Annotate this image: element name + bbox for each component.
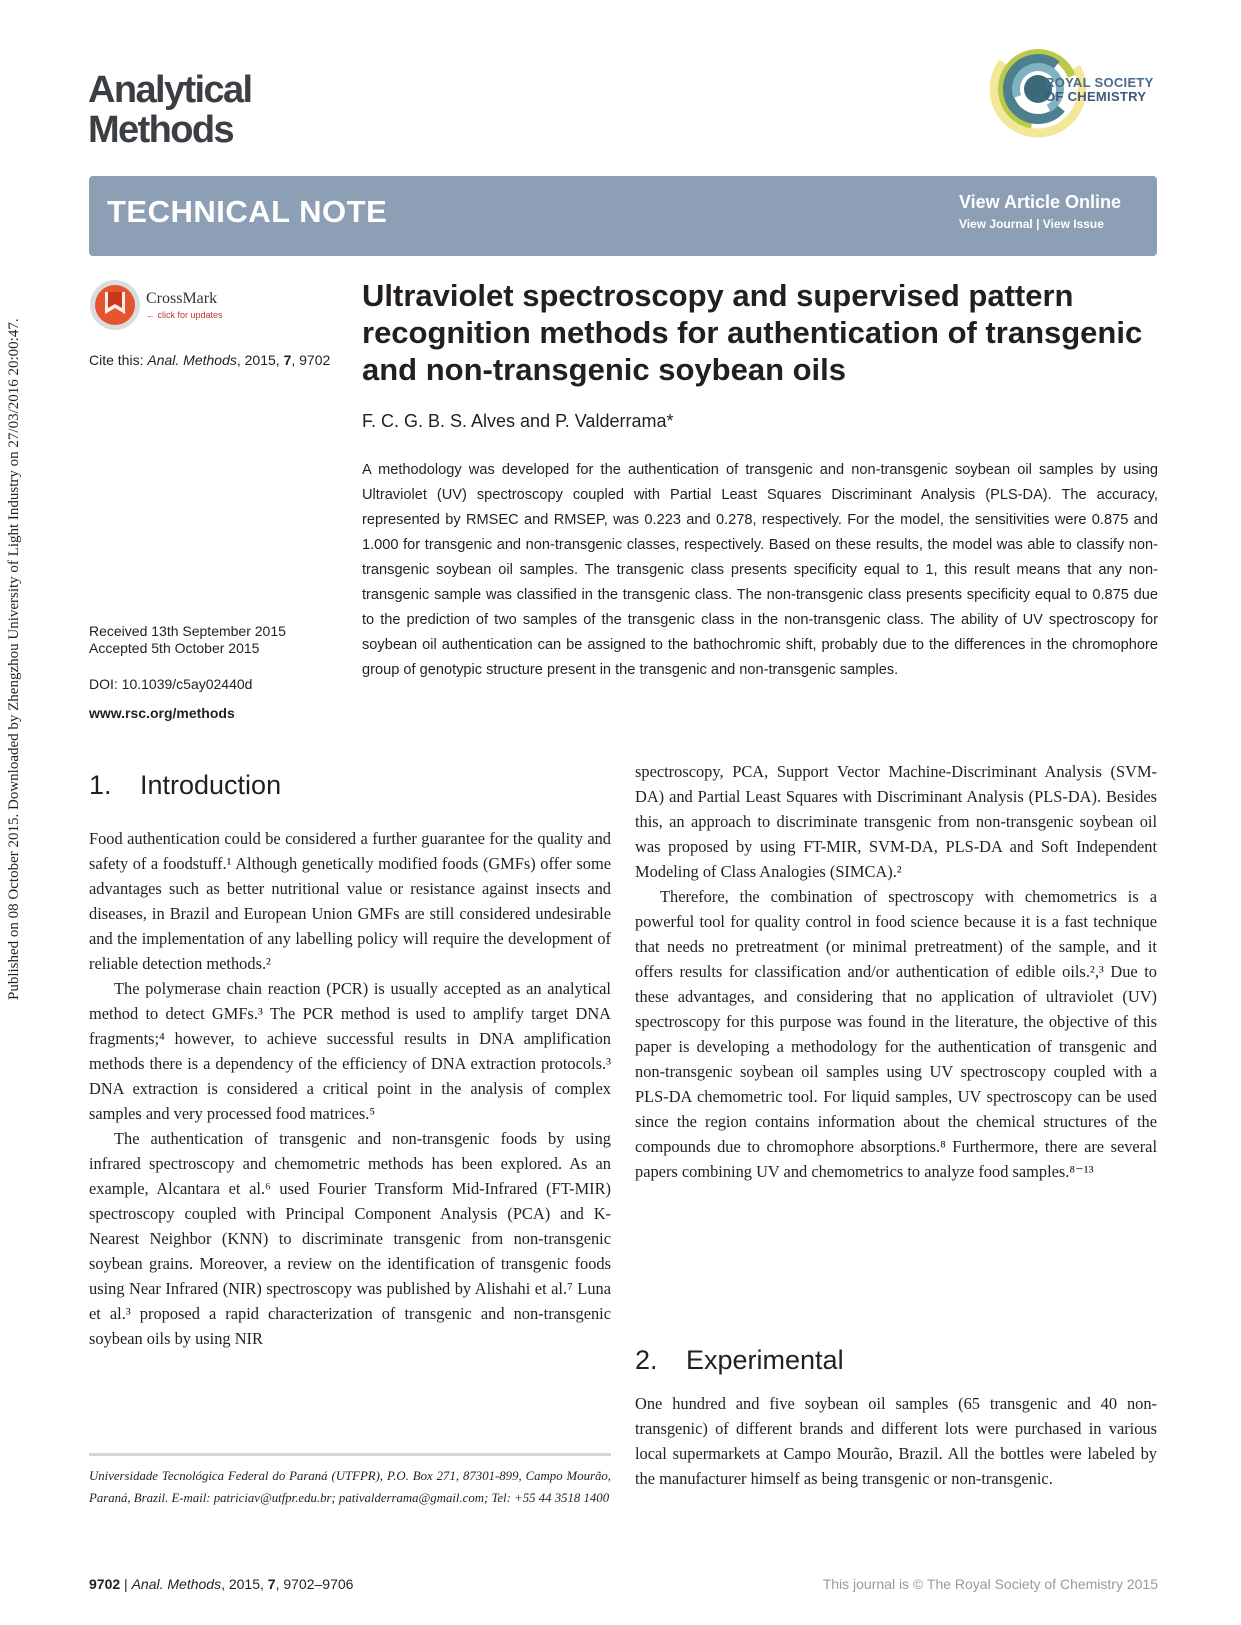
footer-journal: Anal. Methods <box>131 1576 222 1592</box>
rsc-logo <box>990 34 1160 144</box>
cite-year: , 2015, <box>236 352 284 368</box>
intro-paragraph-1: Food authentication could be considered a further guarantee for the quality and safety of a foodstuff.¹ Although genetically modified foods (GMFs) offer some advantages such as better nutritional value or resistance against insects and diseases, in Brazil and European Union GMFs are still considered undesirable and the implementation of any labelling policy will require the development of reliable detection methods.² <box>89 829 611 973</box>
cite-volume: 7 <box>283 352 292 368</box>
view-issue-link[interactable]: View Issue <box>1042 217 1104 231</box>
received-date: Received 13th September 2015 <box>89 623 286 639</box>
section-heading-introduction <box>89 768 611 802</box>
footer-pages: , 9702–9706 <box>275 1576 354 1592</box>
crossmark-badge[interactable] <box>88 278 248 334</box>
intro-paragraph-2: The polymerase chain reaction (PCR) is usually accepted as an analytical method to detect GMFs.³ The PCR method is used to amplify target DNA fragments;⁴ however, to achieve successful results in DNA amplification methods there is a dependency of the efficiency of DNA extraction protocols.³ DNA extraction is considered a critical point in the analysis of complex samples and very processed food matrices.⁵ <box>89 979 611 1123</box>
footer-volume: 7 <box>267 1576 276 1592</box>
crossmark-icon <box>88 278 142 332</box>
copyright-notice: This journal is © The Royal Society of Chemistry 2015 <box>822 1576 1158 1592</box>
section-title: Experimental <box>686 1345 844 1375</box>
article-type-banner <box>89 176 1157 256</box>
abstract: A methodology was developed for the authentication of transgenic and non-transgenic soybean oil samples by using Ultraviolet (UV) spectroscopy coupled with Partial Least Squares Discriminant Analysis (PLS-DA). The accuracy, represented by RMSEC and RMSEP, was 0.223 and 0.278, respectively. For the model, the sensitivities were 0.875 and 1.000 for transgenic and non-transgenic classes, respectively. Based on these results, the model was able to classify non-transgenic soybean oil samples. The transgenic class presents specificity equal to 1, this result means that any non-transgenic sample was classified in the transgenic class. The non-transgenic class presents specificity equal to 0.875 due to the prediction of two samples of the transgenic class in the non-transgenic class. The ability of UV spectroscopy for soybean oil authentication can be assigned to the bathochromic shift, probably due to the differences in the chromophore group of genotypic structure present in the transgenic and non-transgenic samples. <box>362 462 1158 678</box>
intro-paragraph-4: spectroscopy, PCA, Support Vector Machine-Discriminant Analysis (SVM-DA) and Partial Least Squares with Discriminant Analysis (PLS-DA). Besides this, an approach to discriminate transgenic from non-transgenic soybean oil was proposed by using FT-MIR, SVM-DA, PLS-DA and Soft Independent Modeling of Class Analogies (SIMCA).² <box>635 762 1157 881</box>
intro-paragraph-5: Therefore, the combination of spectroscopy with chemometrics is a powerful tool for quality control in food science because it is a fast technique that needs no pretreatment (or minimal pretreatment) of the sample, and it offers results for classification and/or authentication of edible oils.²,³ Due to these advantages, and considering that no application of ultraviolet (UV) spectroscopy for this purpose was found in the literature, the objective of this paper is developing a methodology for the authentication of transgenic and non-transgenic soybean oil samples using UV spectroscopy coupled with a PLS-DA chemometric tool. For liquid samples, UV spectroscopy can be used since the region contains information about the chemical structures of the compounds due to chromophore absorptions.⁸ Furthermore, there are several papers combining UV and chemometrics to analyze food samples.⁸⁻¹³ <box>635 887 1157 1181</box>
affiliation-footnote: Universidade Tecnológica Federal do Paraná (UTFPR), P.O. Box 271, 87301-899, Campo Mourão, Paraná, Brazil. E-mail: patriciav@utfpr.edu.br; pativalderrama@gmail.com; Tel: +55 44 3518 1400 <box>89 1469 611 1505</box>
doi[interactable]: DOI: 10.1039/c5ay02440d <box>89 676 253 692</box>
cite-journal: Anal. Methods <box>147 352 237 368</box>
page-footer-left <box>89 1576 353 1592</box>
crossmark-sub-text: click for updates <box>157 310 223 320</box>
journal-title-line2: Methods <box>88 109 234 151</box>
crossmark-sub: ← click for updates <box>146 310 223 320</box>
view-sub-links <box>959 217 1121 231</box>
experimental-section <box>635 1343 1157 1491</box>
citation <box>89 352 330 368</box>
section-number: 2. <box>635 1345 658 1375</box>
section-heading-experimental <box>635 1343 1157 1377</box>
intro-paragraph-3: The authentication of transgenic and non-transgenic foods by using infrared spectroscopy and chemometric methods has been explored. As an example, Alcantara et al.⁶ used Fourier Transform Mid-Infrared (FT-MIR) spectroscopy coupled with Principal Component Analysis (PCA) and K-Nearest Neighbor (KNN) to discriminate transgenic from non-transgenic soybean grains. Moreover, a review on the identification of transgenic foods using Near Infrared (NIR) spectroscopy was published by Alishahi et al.⁷ Luna et al.³ proposed a rapid characterization of transgenic and non-transgenic soybean oils by using NIR <box>89 1129 611 1348</box>
cite-page: , 9702 <box>291 352 331 368</box>
paper-title: Ultraviolet spectroscopy and supervised pattern recognition methods for authentication of transgenic and non-transgenic soybean oils <box>362 278 1143 387</box>
view-article-online-link[interactable]: View Article Online <box>958 192 1121 212</box>
left-column <box>89 768 611 1351</box>
view-journal-link[interactable]: View Journal <box>958 217 1033 231</box>
view-links <box>959 192 1121 231</box>
accepted-date: Accepted 5th October 2015 <box>89 640 260 656</box>
rsc-logo-line2: OF CHEMISTRY <box>1045 89 1147 104</box>
section-number: 1. <box>89 770 112 800</box>
footer-separator: | <box>120 1576 132 1592</box>
cite-label: Cite this: <box>89 352 148 368</box>
link-separator: | <box>1032 217 1043 231</box>
journal-title <box>88 70 252 150</box>
journal-url-link[interactable]: www.rsc.org/methods <box>89 705 235 721</box>
rsc-logo-line1: ROYAL SOCIETY <box>1045 75 1154 90</box>
rsc-logo-text <box>1045 76 1154 104</box>
footer-year: , 2015, <box>221 1576 268 1592</box>
crossmark-name: CrossMark <box>146 290 218 307</box>
experimental-paragraph-1: One hundred and five soybean oil samples (65 transgenic and 40 non-transgenic) of different brands and different lots were purchased in various local supermarkets at Campo Mourão, Brazil. All the bottles were labeled by the manufacturer himself as being transgenic or non-transgenic. <box>635 1394 1157 1488</box>
authors: F. C. G. B. S. Alves and P. Valderrama* <box>362 411 674 431</box>
footnote-divider <box>89 1453 611 1456</box>
right-column <box>635 759 1157 1184</box>
download-watermark: Published on 08 October 2015. Downloaded by Zhengzhou University of Light Industry on 27/03/2016 20:00:47. <box>6 318 22 1000</box>
journal-title-line1: Analytical <box>88 69 252 111</box>
section-title: Introduction <box>140 770 282 800</box>
page-number: 9702 <box>89 1576 121 1592</box>
article-type-label: TECHNICAL NOTE <box>107 194 388 229</box>
